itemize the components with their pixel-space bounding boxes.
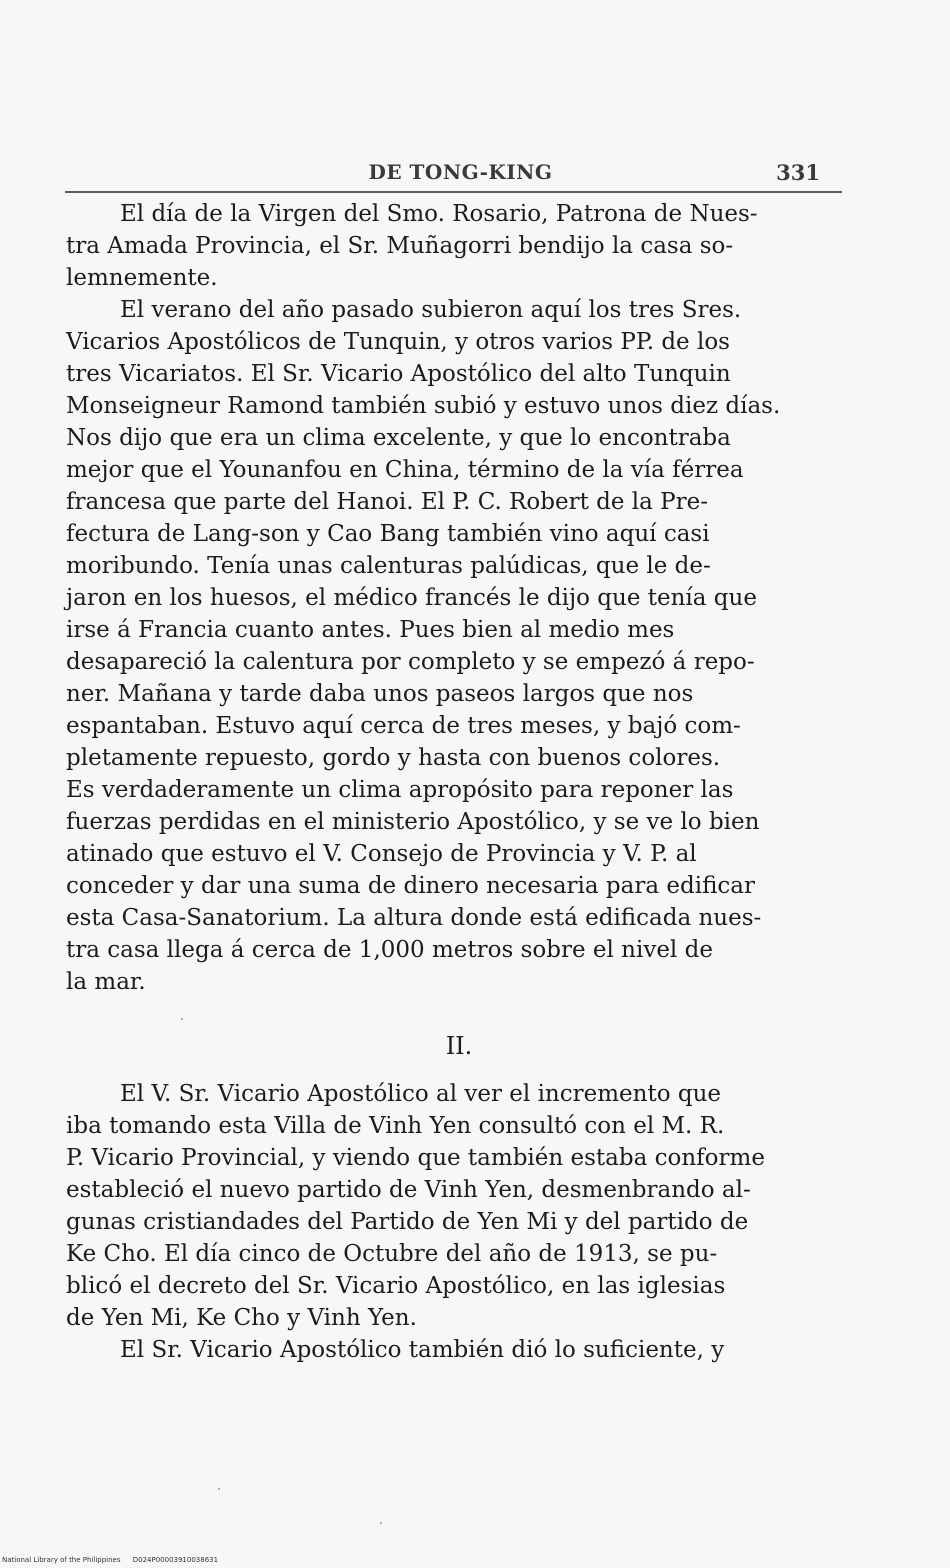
paragraph-2 bbox=[66, 294, 852, 998]
text-line: fuerzas perdidas en el ministerio Apostólico, y se ve lo bien bbox=[66, 809, 760, 835]
text-line: tra casa llega á cerca de 1,000 metros sobre el nivel de bbox=[66, 937, 713, 963]
text-line: Es verdaderamente un clima apropósito para reponer las bbox=[66, 777, 734, 803]
body-text bbox=[66, 198, 852, 1366]
text-line: pletamente repuesto, gordo y hasta con buenos colores. bbox=[66, 745, 721, 771]
paper-speck bbox=[380, 1522, 382, 1524]
running-title: DE TONG-KING bbox=[368, 160, 553, 184]
text-line: jaron en los huesos, el médico francés le dijo que tenía que bbox=[66, 585, 757, 611]
text-line: irse á Francia cuanto antes. Pues bien al medio mes bbox=[66, 617, 675, 643]
running-head bbox=[79, 158, 842, 188]
text-line: esta Casa-Sanatorium. La altura donde está edificada nues- bbox=[66, 905, 762, 931]
text-line: lemnemente. bbox=[66, 265, 218, 291]
text-line: Nos dijo que era un clima excelente, y que lo encontraba bbox=[66, 425, 731, 451]
text-line: desapareció la calentura por completo y se empezó á repo- bbox=[66, 649, 755, 675]
footer-identifier: D024P00003910038631 bbox=[132, 1556, 219, 1564]
page-number: 331 bbox=[776, 160, 820, 185]
paper-speck bbox=[218, 1488, 220, 1490]
text-line: espantaban. Estuvo aquí cerca de tres meses, y bajó com- bbox=[66, 713, 741, 739]
text-line: El V. Sr. Vicario Apostólico al ver el incremento que bbox=[120, 1081, 722, 1107]
text-line: Vicarios Apostólicos de Tunquin, y otros varios PP. de los bbox=[66, 329, 730, 355]
text-line: Ke Cho. El día cinco de Octubre del año de 1913, se pu- bbox=[66, 1241, 718, 1267]
text-line: El día de la Virgen del Smo. Rosario, Patrona de Nues- bbox=[120, 201, 758, 227]
text-line: El Sr. Vicario Apostólico también dió lo suficiente, y bbox=[120, 1337, 725, 1363]
text-line: blicó el decreto del Sr. Vicario Apostólico, en las iglesias bbox=[66, 1273, 726, 1299]
text-line: de Yen Mi, Ke Cho y Vinh Yen. bbox=[66, 1305, 417, 1331]
text-line: estableció el nuevo partido de Vinh Yen, desmenbrando al- bbox=[66, 1177, 751, 1203]
text-line: atinado que estuvo el V. Consejo de Provincia y V. P. al bbox=[66, 841, 697, 867]
text-line: francesa que parte del Hanoi. El P. C. Robert de la Pre- bbox=[66, 489, 709, 515]
section-heading: II. bbox=[445, 1032, 473, 1060]
text-line: conceder y dar una suma de dinero necesaria para edificar bbox=[66, 873, 756, 899]
text-line: moribundo. Tenía unas calenturas palúdicas, que le de- bbox=[66, 553, 711, 579]
text-line: iba tomando esta Villa de Vinh Yen consultó con el M. R. bbox=[66, 1113, 725, 1139]
paragraph-4 bbox=[66, 1334, 852, 1366]
header-rule bbox=[65, 191, 842, 193]
text-line: tra Amada Provincia, el Sr. Muñagorri bendijo la casa so- bbox=[66, 233, 734, 259]
paper-speck bbox=[181, 1018, 183, 1020]
text-line: Monseigneur Ramond también subió y estuvo unos diez días. bbox=[66, 393, 781, 419]
text-line: El verano del año pasado subieron aquí los tres Sres. bbox=[120, 297, 742, 323]
paragraph-3 bbox=[66, 1078, 852, 1334]
scan-footer bbox=[2, 1556, 218, 1564]
text-line: fectura de Lang-son y Cao Bang también vino aquí casi bbox=[66, 521, 710, 547]
footer-library: National Library of the Philippines bbox=[2, 1556, 121, 1564]
text-line: gunas cristiandades del Partido de Yen Mi y del partido de bbox=[66, 1209, 749, 1235]
text-line: ner. Mañana y tarde daba unos paseos largos que nos bbox=[66, 681, 694, 707]
text-line: tres Vicariatos. El Sr. Vicario Apostólico del alto Tunquin bbox=[66, 361, 731, 387]
paragraph-1 bbox=[66, 198, 852, 294]
text-line: la mar. bbox=[66, 969, 146, 995]
text-line: mejor que el Younanfou en China, término de la vía férrea bbox=[66, 457, 744, 483]
text-line: P. Vicario Provincial, y viendo que también estaba conforme bbox=[66, 1145, 765, 1171]
